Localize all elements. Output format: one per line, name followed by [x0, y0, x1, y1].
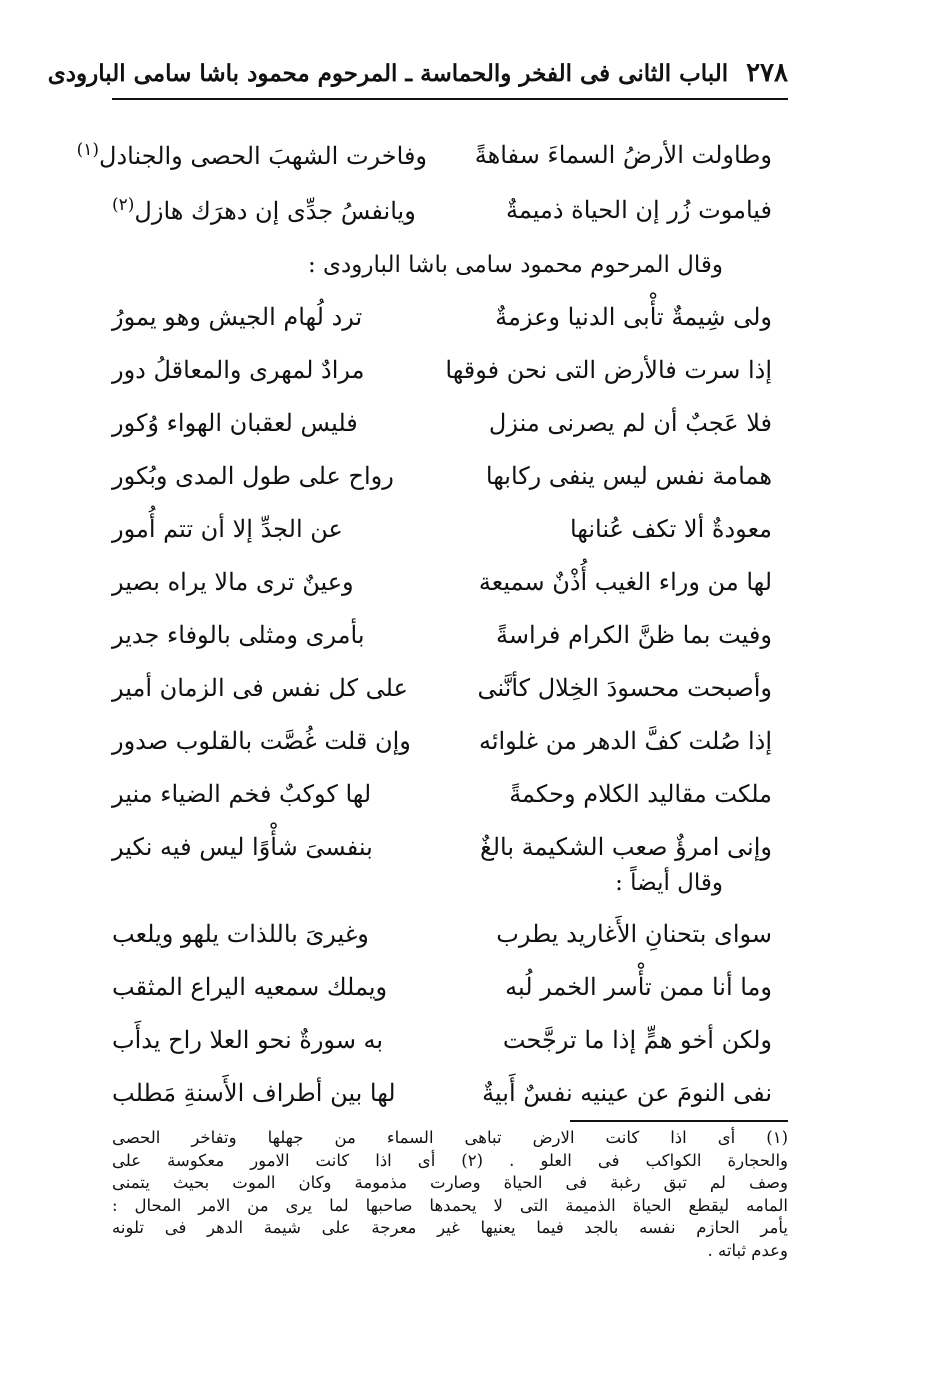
first-hemistich: وما أنا ممن تأْسر الخمر لُبه — [505, 973, 772, 1001]
poem-couplet — [112, 1013, 772, 1067]
page-header — [47, 48, 788, 100]
second-hemistich: لها كوكبٌ فخم الضياء منير — [112, 780, 372, 808]
second-hemistich: وغيرىَ باللذات يلهو ويلعب — [112, 920, 369, 948]
running-title: الباب الثانى فى الفخر والحماسة ـ المرحوم محمود باشا سامى البارودى — [47, 59, 729, 87]
second-hemistich: فليس لعقبان الهواء وُكور — [112, 409, 358, 437]
poem-introduction: وقال أيضاً : — [615, 870, 723, 896]
footnote-line: وعدم ثباته . — [707, 1240, 788, 1260]
first-hemistich: ولى شِيمةٌ تأْبى الدنيا وعزمةٌ — [495, 303, 772, 331]
poem-couplet — [112, 396, 772, 450]
first-hemistich: ولكن أخو همٍّ إذا ما ترجَّحت — [502, 1026, 772, 1054]
second-hemistich: لها بين أطراف الأَسنةِ مَطلب — [112, 1079, 396, 1107]
footnote-marker: (١) — [76, 140, 100, 160]
first-hemistich: وإنى امرؤٌ صعب الشكيمة بالغٌ — [479, 833, 772, 861]
poem-couplet — [112, 661, 772, 715]
first-hemistich: وفيت بما ظنَّ الكرام فراسةً — [496, 621, 772, 649]
second-hemistich: عن الجدِّ إلا أن تتم أُمور — [112, 515, 343, 543]
poem-couplet — [112, 343, 772, 397]
second-hemistich: وعينٌ ترى مالا يراه بصير — [112, 568, 354, 596]
second-hemistich: بأمرى ومثلى بالوفاء جدير — [112, 621, 365, 649]
footnote-line: وصف لم تبق رغبة فى الحياة وصارت مذمومة وكان الموت بحيث يتمنى — [112, 1173, 788, 1192]
first-hemistich: نفى النومَ عن عينيه نفسٌ أَبيةٌ — [482, 1079, 772, 1107]
poem-couplet — [112, 960, 772, 1014]
second-hemistich: ترد لُهام الجيش وهو يمورُ — [112, 303, 363, 331]
second-hemistich: بنفسىَ شأْوًا ليس فيه نكير — [112, 833, 373, 861]
footnotes — [112, 1127, 788, 1262]
poem-couplet — [112, 1066, 772, 1120]
second-hemistich: على كل نفس فى الزمان أمير — [112, 674, 408, 702]
first-hemistich: فياموت زُر إن الحياة ذميمةٌ — [506, 196, 772, 224]
footnote-line: (١) أى اذا كانت الارض تباهى السماء من جهلها وتفاخر الحصى — [112, 1128, 788, 1147]
second-hemistich-text: ويانفسُ جدِّى إن دهرَك هازل — [134, 197, 416, 225]
second-hemistich: رواح على طول المدى وبُكور — [112, 462, 394, 490]
second-hemistich-text: وفاخرت الشهبَ الحصى والجنادل — [99, 142, 427, 170]
poem-couplet — [76, 128, 772, 182]
poem-couplet — [112, 502, 772, 556]
poem-couplet — [112, 449, 772, 503]
first-hemistich: ملكت مقاليد الكلام وحكمةً — [509, 780, 772, 808]
second-hemistich: به سورةٌ نحو العلا راح يدأَب — [112, 1026, 384, 1054]
first-hemistich: إذا سرت فالأرض التى نحن فوقها — [445, 356, 772, 384]
poem-couplet — [112, 714, 772, 768]
second-hemistich — [112, 195, 427, 225]
first-hemistich: وطاولت الأرضُ السماءَ سفاهةً — [474, 141, 772, 169]
poem-couplet — [112, 767, 772, 821]
first-hemistich: إذا صُلت كفَّ الدهر من غلوائه — [478, 727, 772, 755]
footnote-line: والحجارة الكواكب فى العلو . (٢) أى اذا كانت الامور معكوسة على — [112, 1150, 788, 1170]
second-hemistich: وإن قلت غُصَّت بالقلوب صدور — [112, 727, 411, 755]
poem-couplet — [112, 183, 772, 237]
poem-couplet — [112, 608, 772, 662]
footnote-line: يأمر الحازم نفسه بالجد فيما يعنيها غير معرجة على شيمة الدهر فى تلونه — [112, 1218, 788, 1237]
poem-introduction: وقال المرحوم محمود سامى باشا البارودى : — [307, 252, 723, 278]
first-hemistich: فلا عَجبٌ أن لم يصرنى منزل — [488, 409, 772, 437]
page-number: ٢٧٨ — [746, 58, 788, 88]
first-hemistich: همامة نفس ليس ينفى ركابها — [485, 462, 772, 490]
first-hemistich: معودةٌ ألا تكف عُنانها — [569, 515, 772, 543]
footnote-line: المامه ليقطع الحياة الذميمة التى لا يحمدها صاحبها لما يرى من الامر المحال : — [112, 1195, 788, 1215]
footnote-marker: (٢) — [112, 195, 135, 215]
second-hemistich: مرادٌ لمهرى والمعاقلُ دور — [112, 356, 365, 384]
first-hemistich: لها من وراء الغيب أُذْنٌ سميعة — [478, 568, 772, 596]
second-hemistich — [76, 140, 427, 170]
poem-couplet — [112, 290, 772, 344]
first-hemistich: سواى بتحنانِ الأَغاريد يطرب — [496, 920, 772, 948]
poem-couplet — [112, 555, 772, 609]
footnote-separator — [570, 1120, 788, 1122]
second-hemistich: ويملك سمعيه اليراع المثقب — [112, 973, 388, 1001]
poem-couplet — [112, 907, 772, 961]
first-hemistich: وأصبحت محسودَ الخِلال كأنَّنى — [477, 674, 772, 702]
